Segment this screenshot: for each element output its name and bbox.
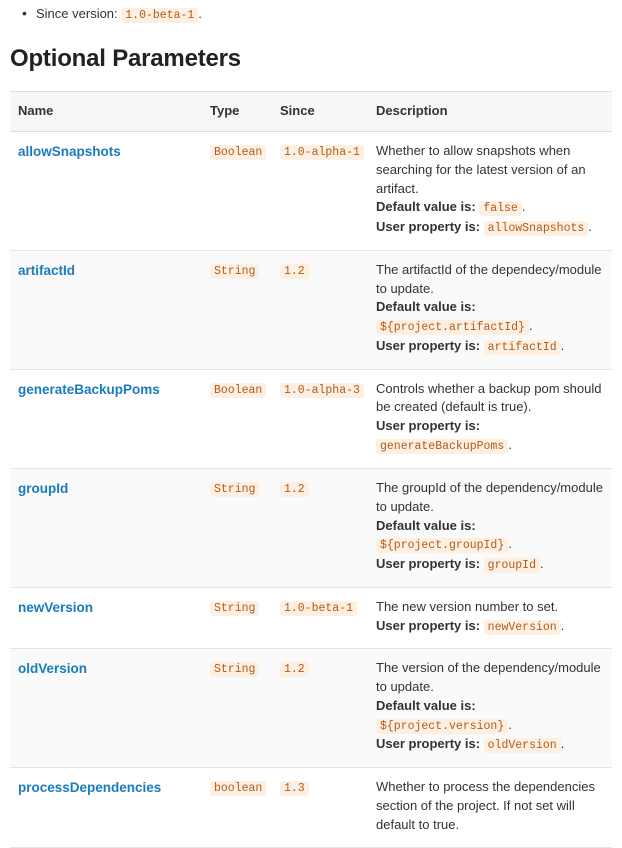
parameter-type-cell	[202, 649, 272, 768]
user-property-suffix: .	[560, 337, 565, 353]
parameter-description-cell	[368, 131, 612, 250]
default-value: false	[479, 201, 522, 216]
user-property-label: User property is:	[376, 219, 481, 235]
default-value-line	[376, 517, 604, 556]
parameter-link-generatebackuppoms[interactable]: generateBackupPoms	[18, 381, 160, 397]
list-item	[36, 4, 612, 24]
parameter-type-cell	[202, 250, 272, 369]
default-value-label: Default value is:	[376, 199, 476, 215]
default-value: ${project.groupId}	[376, 538, 508, 553]
column-header-description: Description	[368, 92, 612, 132]
since-value: 1.2	[280, 482, 309, 497]
parameter-since-cell	[272, 131, 368, 250]
table-row	[10, 369, 612, 468]
user-property-line	[376, 735, 604, 755]
parameter-name-cell	[10, 649, 202, 768]
table-row	[10, 587, 612, 649]
table-header	[10, 92, 612, 132]
user-property-suffix: .	[560, 617, 565, 633]
default-value-suffix: .	[528, 318, 533, 334]
default-value-suffix: .	[508, 536, 512, 552]
parameter-description-cell	[368, 369, 612, 468]
since-value: 1.2	[280, 264, 309, 279]
since-value: 1.2	[280, 662, 309, 677]
table-header-row	[10, 92, 612, 132]
parameter-since-cell	[272, 369, 368, 468]
user-property-value: newVersion	[484, 620, 561, 635]
user-property-suffix: .	[539, 556, 544, 572]
user-property-value: artifactId	[484, 340, 561, 355]
user-property-label: User property is:	[376, 617, 481, 633]
type-value: boolean	[210, 781, 266, 796]
parameter-link-newversion[interactable]: newVersion	[18, 599, 94, 615]
parameter-link-groupid[interactable]: groupId	[18, 480, 69, 496]
user-property-suffix: .	[508, 437, 512, 453]
parameter-type-cell	[202, 131, 272, 250]
default-value-label: Default value is:	[376, 697, 476, 713]
table-row	[10, 131, 612, 250]
user-property-value: allowSnapshots	[484, 221, 589, 236]
user-property-line	[376, 555, 604, 575]
default-value-suffix: .	[508, 716, 512, 732]
since-value: 1.0-alpha-1	[280, 145, 364, 160]
parameter-name-cell	[10, 250, 202, 369]
parameter-description-cell	[368, 649, 612, 768]
parameter-description-cell	[368, 768, 612, 848]
parameter-description-cell	[368, 250, 612, 369]
user-property-line	[376, 337, 604, 357]
description-text: The groupId of the dependency/module to update.	[376, 479, 603, 514]
parameter-since-cell	[272, 649, 368, 768]
type-value: String	[210, 601, 259, 616]
parameter-link-allowsnapshots[interactable]: allowSnapshots	[18, 143, 121, 159]
user-property-line	[376, 417, 604, 456]
user-property-suffix: .	[588, 219, 592, 235]
user-property-suffix: .	[560, 736, 565, 752]
since-version-value: 1.0-beta-1	[121, 8, 198, 23]
user-property-line	[376, 617, 604, 637]
default-value-line	[376, 697, 604, 736]
parameter-name-cell	[10, 369, 202, 468]
user-property-value: oldVersion	[484, 738, 561, 753]
default-value-label: Default value is:	[376, 299, 476, 315]
since-value: 1.0-beta-1	[280, 601, 357, 616]
user-property-label: User property is:	[376, 736, 481, 752]
parameter-description-cell	[368, 587, 612, 649]
type-value: Boolean	[210, 145, 266, 160]
column-header-since: Since	[272, 92, 368, 132]
parameter-type-cell	[202, 768, 272, 848]
default-value-line	[376, 298, 604, 337]
parameter-link-oldversion[interactable]: oldVersion	[18, 661, 88, 677]
parameter-since-cell	[272, 468, 368, 587]
user-property-label: User property is:	[376, 418, 481, 434]
type-value: String	[210, 482, 259, 497]
type-value: String	[210, 662, 259, 677]
default-value: ${project.version}	[376, 719, 508, 734]
description-text: Whether to process the dependencies section of the project. If not set will default to true.	[376, 779, 595, 832]
user-property-value: generateBackupPoms	[376, 439, 508, 454]
table-row	[10, 468, 612, 587]
type-value: String	[210, 264, 259, 279]
default-value-line	[376, 198, 604, 218]
parameter-type-cell	[202, 369, 272, 468]
user-property-label: User property is:	[376, 337, 481, 353]
since-version-label: Since version:	[36, 6, 118, 21]
description-text: The new version number to set.	[376, 598, 559, 614]
table-row	[10, 250, 612, 369]
page-title: Optional Parameters	[10, 45, 241, 73]
default-value-suffix: .	[521, 199, 526, 215]
table-row	[10, 768, 612, 848]
table-body	[10, 131, 612, 847]
type-value: Boolean	[210, 383, 266, 398]
since-value: 1.3	[280, 781, 309, 796]
parameter-name-cell	[10, 587, 202, 649]
description-text: The version of the dependency/module to update.	[376, 660, 601, 695]
column-header-name: Name	[10, 92, 202, 132]
parameter-link-processdependencies[interactable]: processDependencies	[18, 780, 162, 796]
parameter-name-cell	[10, 468, 202, 587]
parameter-description-cell	[368, 468, 612, 587]
parameter-since-cell	[272, 250, 368, 369]
parameter-type-cell	[202, 468, 272, 587]
description-text: The artifactId of the dependecy/module to update.	[376, 261, 602, 296]
parameter-type-cell	[202, 587, 272, 649]
description-text: Controls whether a backup pom should be created (default is true).	[376, 380, 602, 415]
column-header-type: Type	[202, 92, 272, 132]
default-value: ${project.artifactId}	[376, 320, 529, 335]
default-value-label: Default value is:	[376, 517, 476, 533]
parameter-name-cell	[10, 131, 202, 250]
parameter-link-artifactid[interactable]: artifactId	[18, 262, 76, 278]
optional-parameters-table	[10, 91, 612, 848]
parameter-since-cell	[272, 768, 368, 848]
since-version-suffix: .	[198, 6, 202, 21]
user-property-value: groupId	[484, 558, 540, 573]
user-property-line	[376, 218, 604, 238]
parameter-name-cell	[10, 768, 202, 848]
description-text: Whether to allow snapshots when searching for the latest version of an artifact.	[376, 142, 586, 196]
user-property-label: User property is:	[376, 556, 481, 572]
table-row	[10, 649, 612, 768]
parameter-since-cell	[272, 587, 368, 649]
since-version-note	[10, 0, 612, 24]
since-value: 1.0-alpha-3	[280, 383, 364, 398]
